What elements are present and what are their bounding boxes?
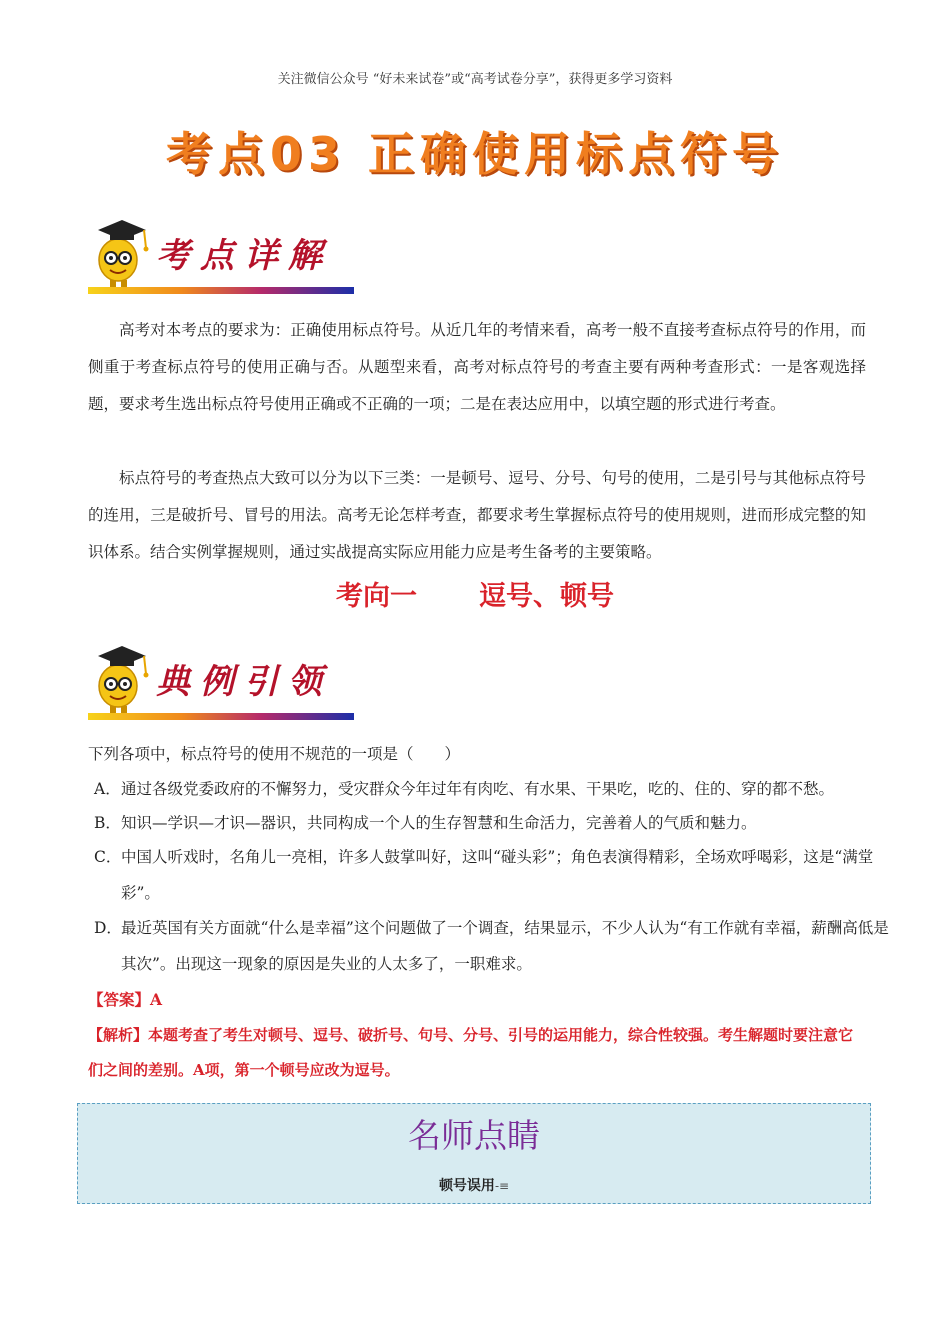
option-letter: B． <box>94 814 121 832</box>
option-letter: D． <box>94 919 122 937</box>
banner-detail-bar <box>88 287 354 294</box>
option-letter: C． <box>94 848 122 866</box>
header-note: 关注微信公众号 “好未来试卷”或“高考试卷分享”，获得更多学习资料 <box>277 72 673 87</box>
analysis-text: 【解析】本题考查了考生对顿号、逗号、破折号、句号、分号、引号的运用能力，综合性较强。考生解题时要注意它们之间的差别。A项，第一个顿号应改为逗号。 <box>88 1026 854 1079</box>
option-letter: A． <box>94 780 121 798</box>
option-b <box>94 805 893 841</box>
question-stem: 下列各项中，标点符号的使用不规范的一项是（ ） <box>88 745 461 763</box>
option-text: 知识—学识—才识—器识，共同构成一个人的生存智慧和生命活力，完善着人的气质和魅力。 <box>121 814 757 832</box>
scholar-mascot-icon <box>88 640 152 718</box>
document-title: 考点03 正确使用标点符号 <box>165 127 785 181</box>
teacher-tip-box <box>77 1103 871 1204</box>
option-c <box>94 839 893 911</box>
intro-paragraph-1: 高考对本考点的要求为：正确使用标点符号。从近几年的考情来看，高考一般不直接考查标点符号的作用，而侧重于考查标点符号的使用正确与否。从题型来看，高考对标点符号的考查主要有两种考查形式：一是客观选择题，要求考生选出标点符号使用正确或不正确的一项；二是在表达应用中，以填空题的形式进行考查。 <box>88 321 866 413</box>
banner-example-bar <box>88 713 354 720</box>
section-heading <box>0 574 950 613</box>
scholar-mascot-icon <box>88 214 152 292</box>
option-text: 最近英国有关方面就“什么是幸福”这个问题做了一个调查，结果显示，不少人认为“有工作就有幸福，薪酬高低是其次”。出现这一现象的原因是失业的人太多了，一职难求。 <box>121 919 889 973</box>
section-heading-right: 逗号、顿号 <box>479 581 614 612</box>
tip-subtitle-mark: -≡ <box>494 1179 510 1193</box>
option-text: 中国人听戏时，名角儿一亮相，许多人鼓掌叫好，这叫“碰头彩”；角色表演得精彩，全场欢呼喝彩，这是“满堂彩”。 <box>121 848 874 902</box>
option-d <box>94 910 893 982</box>
tip-subtitle-text: 顿号误用 <box>438 1178 495 1194</box>
section-heading-left: 考向一 <box>336 581 417 612</box>
option-text: 通过各级党委政府的不懈努力，受灾群众今年过年有肉吃、有水果、干果吃，吃的、住的、穿的都不愁。 <box>121 780 835 798</box>
option-a <box>94 771 893 807</box>
tip-box-title: 名师点睛 <box>408 1116 540 1155</box>
tip-box-subtitle <box>78 1175 870 1195</box>
banner-detail-text: 考点详解 <box>156 236 332 276</box>
banner-example <box>88 640 354 720</box>
banner-detail <box>88 214 354 294</box>
answer-line: 【答案】A <box>88 990 163 1009</box>
banner-example-text: 典例引领 <box>156 662 332 702</box>
intro-paragraph-2: 标点符号的考查热点大致可以分为以下三类：一是顿号、逗号、分号、句号的使用，二是引号与其他标点符号的连用，三是破折号、冒号的用法。高考无论怎样考查，都要求考生掌握标点符号的使用规则，进而形成完整的知识体系。结合实例掌握规则，通过实战提高实际应用能力应是考生备考的主要策略。 <box>88 469 866 561</box>
